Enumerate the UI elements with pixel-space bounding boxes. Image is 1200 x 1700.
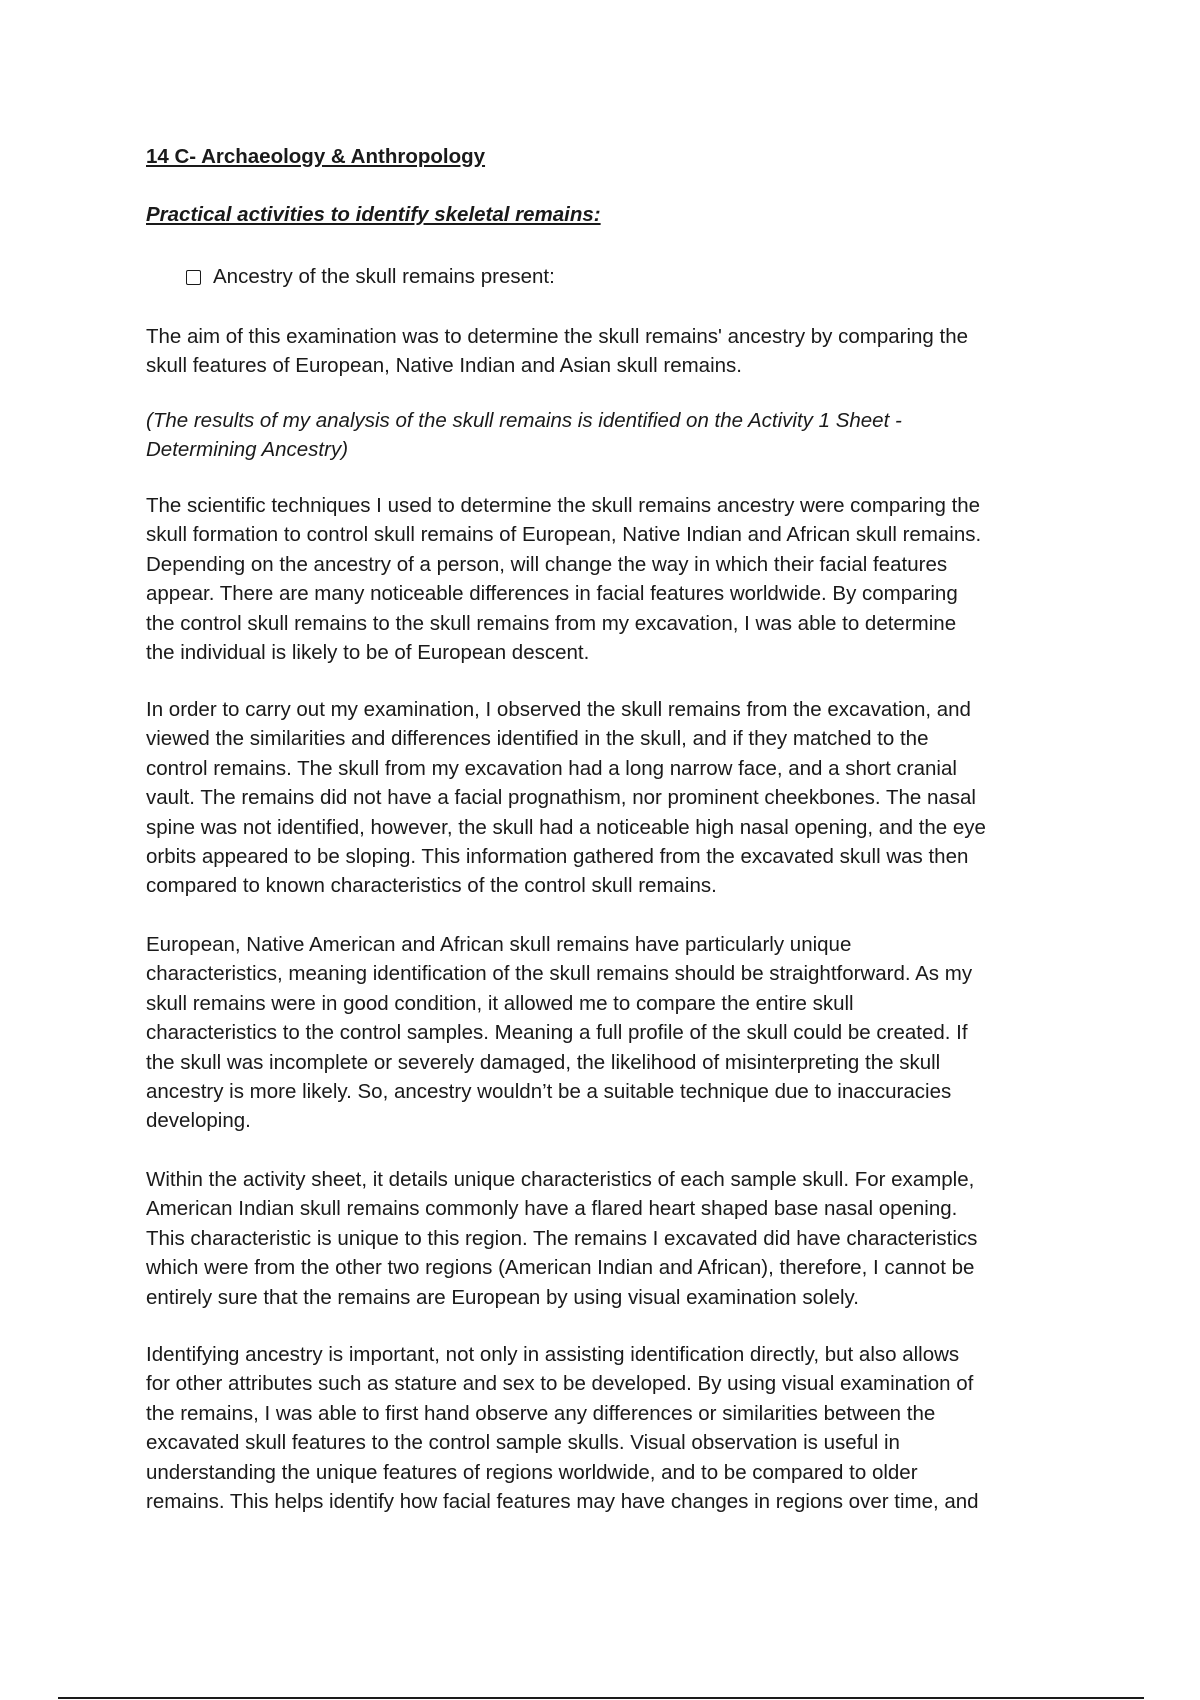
paragraph-techniques: The scientific techniques I used to determine the skull remains ancestry were comparing the skull formation to control skull remains of European, Native Indian and African skull remains. Depending on the ancestry of a person, will change the way in which their facial features appear. There are many noticeable differences in facial features worldwide. By comparing the control skull remains to the skull remains from my excavation, I was able to determine the individual is likely to be of European descent. <box>146 494 982 665</box>
paragraph-characteristics: European, Native American and African skull remains have particularly unique characteristics, meaning identification of the skull remains should be straightforward. As my skull remains were in good condition, it allowed me to compare the entire skull characteristics to the control samples. Meaning a full profile of the skull could be created. If the skull was incomplete or severely damaged, the likelihood of misinterpreting the skull ancestry is more likely. So, ancestry wouldn’t be a suitable technique due to inaccuracies developing. <box>146 933 973 1133</box>
checklist-item-label: Ancestry of the skull remains present: <box>213 265 555 288</box>
paragraph-activity-sheet: Within the activity sheet, it details unique characteristics of each sample skull. For example, American Indian skull remains commonly have a flared heart shaped base nasal opening. This characteristic is unique to this region. The remains I excavated did have characteristics which were from the other two regions (American Indian and African), therefore, I cannot be entirely sure that the remains are European by using visual examination solely. <box>146 1168 978 1309</box>
document-title: 14 C- Archaeology & Anthropology <box>146 145 486 168</box>
checklist-item <box>186 265 555 289</box>
paragraph-results-note: (The results of my analysis of the skull remains is identified on the Activity 1 Sheet - Determining Ancestry) <box>146 409 902 462</box>
paragraph-aim: The aim of this examination was to determine the skull remains' ancestry by comparing the skull features of European, Native Indian and Asian skull remains. <box>146 325 969 378</box>
paragraph-identifying-ancestry: Identifying ancestry is important, not only in assisting identification directly, but also allows for other attributes such as stature and sex to be developed. By using visual examination of the remains, I was able to first hand observe any differences or similarities between the excavated skull features to the control sample skulls. Visual observation is useful in understanding the unique features of regions worldwide, and to be compared to older remains. This helps identify how facial features may have changes in regions over time, and <box>146 1343 979 1514</box>
paragraph-examination: In order to carry out my examination, I observed the skull remains from the excavation, and viewed the similarities and differences identified in the skull, and if they matched to the control remains. The skull from my excavation had a long narrow face, and a short cranial vault. The remains did not have a facial prognathism, nor prominent cheekbones. The nasal spine was not identified, however, the skull had a noticeable high nasal opening, and the eye orbits appeared to be sloping. This information gathered from the excavated skull was then compared to known characteristics of the control skull remains. <box>146 698 986 898</box>
checkbox-icon <box>186 270 201 285</box>
document-subtitle: Practical activities to identify skeletal remains: <box>146 203 601 226</box>
page-bottom-rule <box>58 1697 1144 1699</box>
